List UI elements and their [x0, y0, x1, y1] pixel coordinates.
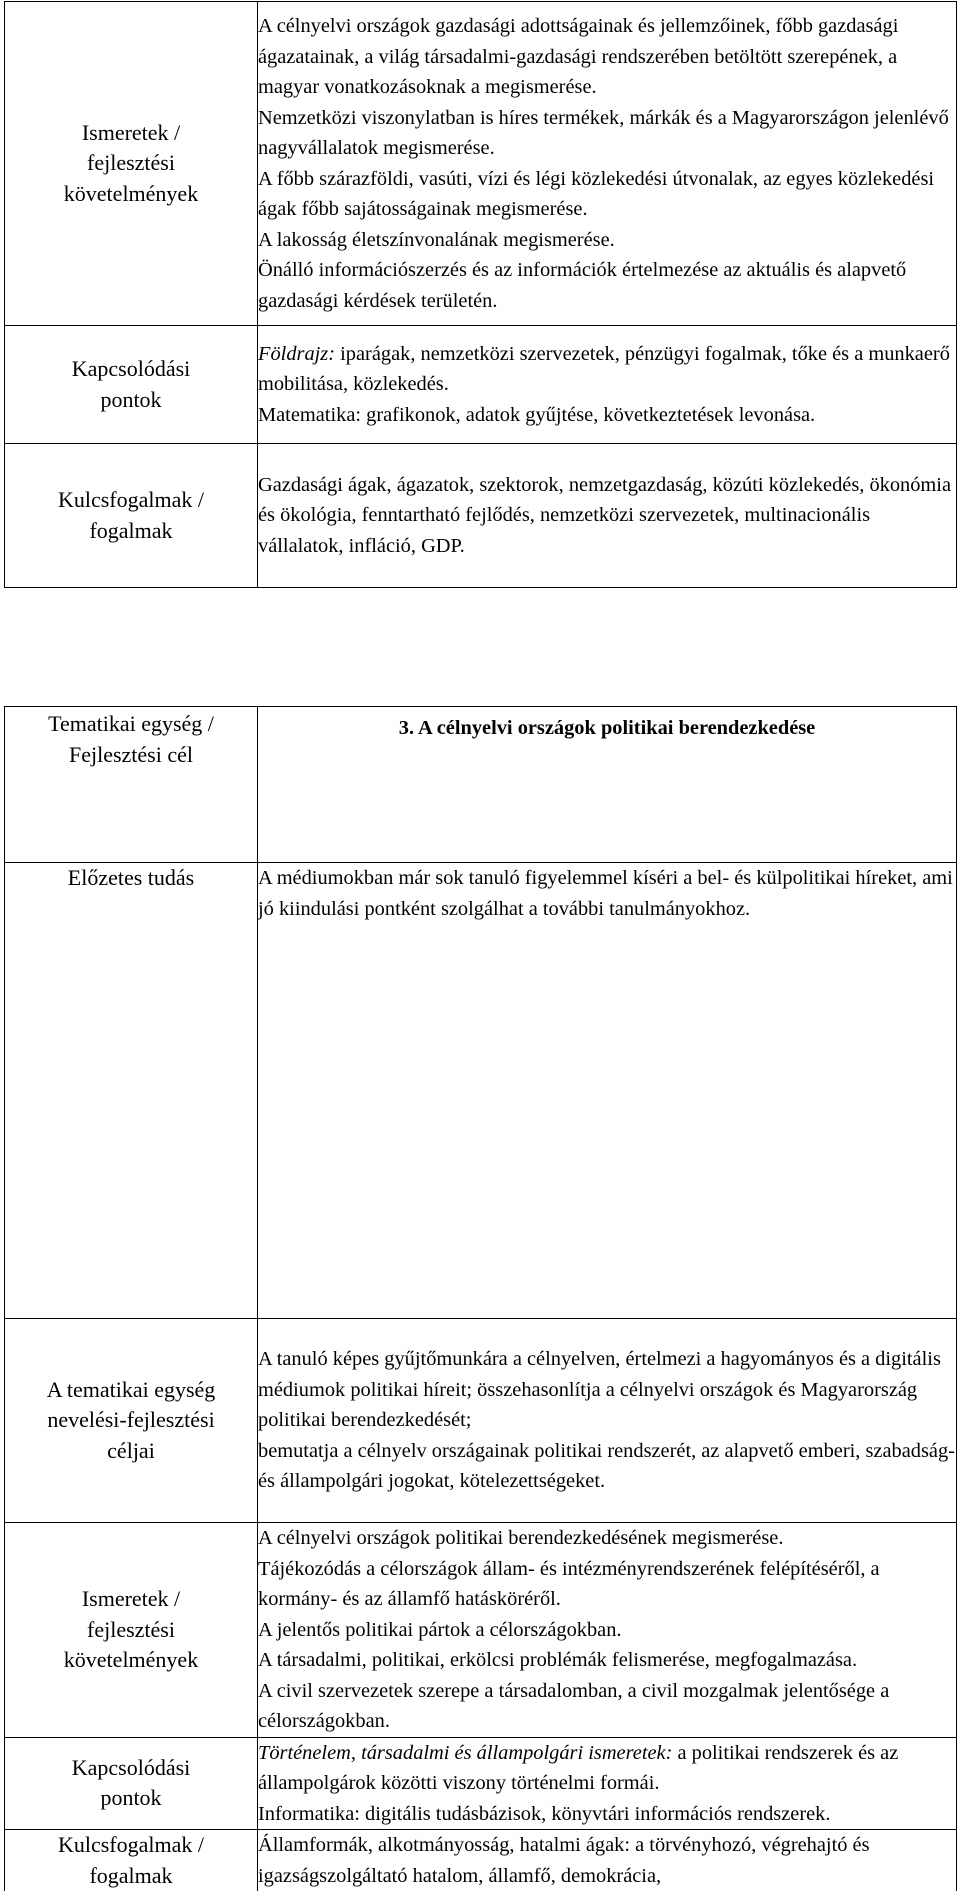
table-row [5, 444, 957, 588]
row-header-line: pontok [5, 1783, 257, 1814]
row-header-goals [5, 1319, 258, 1523]
content-text: A jelentős politikai pártok a célországokban. [258, 1619, 622, 1641]
content-line [258, 103, 956, 164]
row-header-thematic-unit [5, 707, 258, 863]
row-header-line: fejlesztési [5, 148, 257, 179]
content-line [258, 1436, 956, 1497]
table-row [5, 863, 957, 1319]
row-header-line: pontok [5, 385, 257, 416]
curriculum-table-politics [4, 706, 957, 1891]
row-header-key-concepts [5, 1830, 258, 1891]
row-content-goals [258, 1319, 957, 1523]
content-text: bemutatja a célnyelv országainak politikai rendszerét, az alapvető emberi, szabadság- és állampolgári jogokat, kötelezettségeket. [258, 1440, 955, 1493]
content-line [258, 1676, 956, 1737]
row-header-line: követelmények [5, 1645, 257, 1676]
row-content-connections [258, 326, 957, 444]
row-header-line: Kapcsolódási [5, 1753, 257, 1784]
table-row [5, 1523, 957, 1738]
content-text: A célnyelvi országok politikai berendezkedésének megismerése. [258, 1527, 783, 1549]
row-header-line: követelmények [5, 179, 257, 210]
row-header-line: fogalmak [5, 1861, 257, 1891]
content-text: A lakosság életszínvonalának megismerése. [258, 229, 615, 251]
content-text: Államformák, alkotmányosság, hatalmi ágak: a törvényhozó, végrehajtó és igazságszolgáltató hatalom, államfő, demokrácia, [258, 1834, 870, 1887]
row-header-line: Kapcsolódási [5, 354, 257, 385]
content-line [258, 1523, 956, 1554]
row-header-line: nevelési-fejlesztési [5, 1405, 257, 1436]
content-line [258, 1738, 956, 1799]
content-text: Önálló információszerzés és az információk értelmezése az aktuális és alapvető gazdasági kérdések területén. [258, 259, 906, 312]
italic-subject-label: Történelem, társadalmi és állampolgári ismeretek: [258, 1742, 672, 1764]
content-text: Nemzetközi viszonylatban is híres termékek, márkák és a Magyarországon jelenlévő nagyvállalatok megismerése. [258, 107, 949, 160]
table-row [5, 1830, 957, 1891]
content-text: A médiumokban már sok tanuló figyelemmel kíséri a bel- és külpolitikai híreket, ami jó kiindulási pontként szolgálhat a további tanulmányokhoz. [258, 867, 953, 920]
row-header-line: Fejlesztési cél [5, 740, 257, 771]
content-line [258, 1830, 956, 1891]
content-line [258, 164, 956, 225]
row-content-prior-knowledge [258, 863, 957, 1319]
table-row [5, 326, 957, 444]
content-line [258, 470, 956, 562]
row-header-requirements [5, 1523, 258, 1738]
content-line [258, 255, 956, 316]
table-row [5, 707, 957, 863]
row-header-line: fejlesztési [5, 1615, 257, 1646]
row-header-line: Ismeretek / [5, 1584, 257, 1615]
curriculum-table-economy [4, 1, 957, 588]
content-line [258, 339, 956, 400]
row-header-line: céljai [5, 1436, 257, 1467]
row-header-requirements [5, 2, 258, 326]
content-text: A főbb szárazföldi, vasúti, vízi és légi közlekedési útvonalak, az egyes közlekedési ágak főbb sajátosságainak megismerése. [258, 168, 934, 221]
content-line [258, 1645, 956, 1676]
row-header-line: Kulcsfogalmak / [5, 485, 257, 516]
content-text: a politikai rendszerek és az állampolgárok közötti viszony történelmi formái. [258, 1742, 898, 1795]
content-line [258, 1615, 956, 1646]
row-content-requirements [258, 1523, 957, 1738]
table-row [5, 1319, 957, 1523]
row-content-key-concepts [258, 1830, 957, 1891]
row-header-line: A tematikai egység [5, 1375, 257, 1406]
row-header-prior-knowledge [5, 863, 258, 1319]
row-content-key-concepts [258, 444, 957, 588]
row-header-connections [5, 1737, 258, 1830]
row-header-line: fogalmak [5, 516, 257, 547]
content-line [258, 1799, 956, 1830]
content-text: Tájékozódás a célországok állam- és intézményrendszerének felépítéséről, a kormány- és az államfő hatásköréről. [258, 1558, 880, 1611]
row-header-line: Tematikai egység / [5, 709, 257, 740]
content-line [258, 11, 956, 103]
content-line [258, 1344, 956, 1436]
content-line [258, 1554, 956, 1615]
unit-title: 3. A célnyelvi országok politikai berendezkedése [258, 707, 956, 744]
content-line [258, 863, 956, 924]
content-text: A társadalmi, politikai, erkölcsi problémák felismerése, megfogalmazása. [258, 1649, 857, 1671]
row-header-line: Kulcsfogalmak / [5, 1830, 257, 1861]
content-text: Gazdasági ágak, ágazatok, szektorok, nemzetgazdaság, közúti közlekedés, ökonómia és ökológia, fenntartható fejlődés, nemzetközi szervezetek, multinacionális vállalatok, infláció, GDP. [258, 474, 951, 557]
content-text: A civil szervezetek szerepe a társadalomban, a civil mozgalmak jelentősége a célországokban. [258, 1680, 889, 1733]
content-text: iparágak, nemzetközi szervezetek, pénzügyi fogalmak, tőke és a munkaerő mobilitása, közlekedés. [258, 343, 950, 396]
row-header-key-concepts [5, 444, 258, 588]
row-header-line: Ismeretek / [5, 118, 257, 149]
table-row [5, 1737, 957, 1830]
row-header-connections [5, 326, 258, 444]
content-line [258, 400, 956, 431]
italic-subject-label: Földrajz: [258, 343, 335, 365]
row-content-requirements [258, 2, 957, 326]
content-text: Matematika: grafikonok, adatok gyűjtése, következtetések levonása. [258, 404, 815, 426]
row-content-thematic-unit [258, 707, 957, 863]
content-text: A tanuló képes gyűjtőmunkára a célnyelven, értelmezi a hagyományos és a digitális médiumok politikai híreit; összehasonlítja a célnyelvi országok és Magyarország politikai berendezkedését; [258, 1348, 941, 1431]
content-text: Informatika: digitális tudásbázisok, könyvtári információs rendszerek. [258, 1803, 830, 1825]
row-header-line: Előzetes tudás [5, 863, 257, 894]
content-text: A célnyelvi országok gazdasági adottságainak és jellemzőinek, főbb gazdasági ágazatainak, a világ társadalmi-gazdasági rendszerében betöltött szerepének, a magyar vonatkozásoknak a megismerése. [258, 15, 898, 98]
table-row [5, 2, 957, 326]
row-content-connections [258, 1737, 957, 1830]
content-line [258, 225, 956, 256]
